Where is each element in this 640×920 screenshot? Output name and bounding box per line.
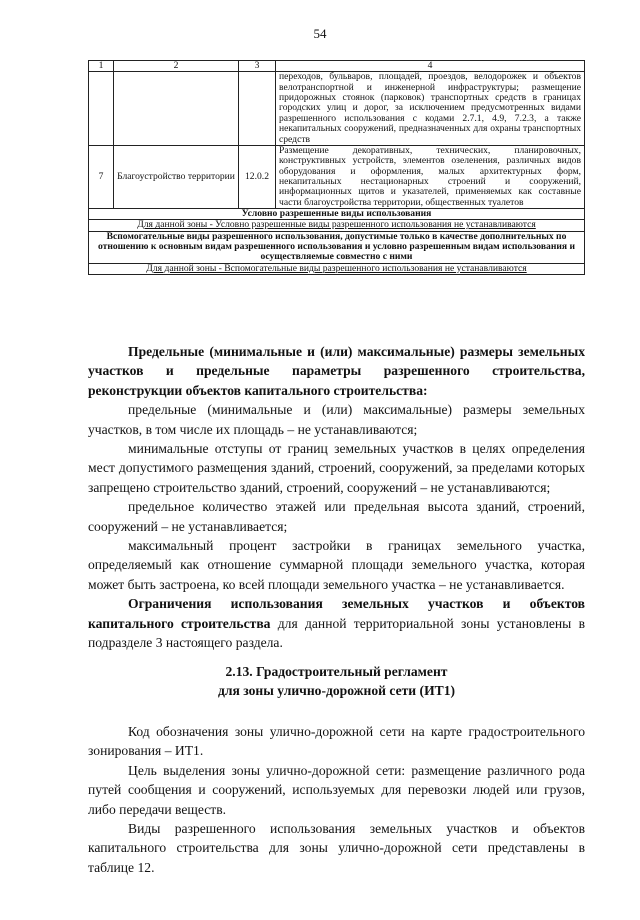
continued-row-description: переходов, бульваров, площадей, проездов, велодорожек и объектов велотранспортной и инженерной инфраструктуры; размещение придорожных стоянок (парковок) транспортных средств в границах городских улиц и дорог, за исключением предусмотренных видами разрешенного использования с кодами 2.7.1, 4.9, 7.2.3, а также некапитальных сооружений, предназначенных для охраны транспортных средств (276, 72, 585, 146)
auxiliary-uses-header: Вспомогательные виды разрешенного использования, допустимые только в качестве дополнительных по отношению к основным видам разрешенного использования и условно разрешенным видам использования и осуществляемые совместно с ними (89, 231, 585, 263)
section-heading-line-1: 2.13. Градостроительный регламент (225, 664, 448, 679)
row-7-number: 7 (89, 145, 114, 208)
restrictions-paragraph (88, 594, 585, 652)
limits-block (88, 342, 585, 653)
row-7-description: Размещение декоративных, технических, планировочных, конструктивных устройств, элементов озеленения, различных видов оборудования и оформления, малых архитектурных форм, некапитальных нестационарных строений и сооружений, информационных щитов и указателей, применяемых как составные части благоустройства территории, общественных туалетов (276, 145, 585, 208)
header-col-1: 1 (89, 61, 114, 72)
restrictions-rest: для данной территориальной зоны установлены в подразделе 3 настоящего раздела. (88, 615, 585, 651)
conditional-header-row (89, 209, 585, 220)
conditional-uses-note: Для данной зоны - Условно разрешенные виды разрешенного использования не устанавливаются (89, 220, 585, 231)
row-7-code: 12.0.2 (239, 145, 276, 208)
page-number: 54 (313, 26, 327, 41)
conditional-note-row (89, 220, 585, 231)
limits-paragraph-3: предельное количество этажей или предельная высота зданий, строений, сооружений – не устанавливается; (88, 499, 585, 534)
header-col-4: 4 (276, 61, 585, 72)
limits-title: Предельные (минимальные и (или) максимальные) размеры земельных участков и предельные параметры разрешенного строительства, реконструкции объектов капитального строительства: (88, 344, 585, 398)
header-col-2: 2 (114, 61, 239, 72)
table-row-7 (89, 145, 585, 208)
limits-paragraph-4: максимальный процент застройки в границах земельного участка, определяемый как отношение суммарной площади земельного участка, которая может быть застроена, ко всей площади земельного участка – не устанавливается. (88, 538, 585, 592)
section-paragraph-2: Цель выделения зоны улично-дорожной сети: размещение различного рода путей сообщения и сооружений, используемых для перевозки людей или грузов, либо передачи веществ. (88, 762, 585, 817)
section-heading-line-2: для зоны улично-дорожной сети (ИТ1) (217, 683, 456, 699)
auxiliary-note-row (89, 263, 585, 274)
section-body (88, 722, 585, 877)
table-header-row (89, 61, 585, 72)
section-paragraph-1: Код обозначения зоны улично-дорожной сети на карте градостроительного зонирования – ИТ1. (88, 724, 585, 759)
limits-paragraph-1: предельные (минимальные и (или) максимальные) размеры земельных участков, в том числе их площадь – не устанавливаются; (88, 402, 585, 437)
limits-paragraph-2: минимальные отступы от границ земельных участков в целях определения мест допустимого размещения зданий, строений, сооружений, за пределами которых запрещено строительство зданий, строений, сооружений – не устанавливаются; (88, 441, 585, 495)
auxiliary-header-row (89, 231, 585, 263)
conditional-uses-header: Условно разрешенные виды использования (89, 209, 585, 220)
row-7-name: Благоустройство территории (114, 145, 239, 208)
header-col-3: 3 (239, 61, 276, 72)
permitted-uses-table (88, 60, 585, 275)
section-paragraph-3: Виды разрешенного использования земельных участков и объектов капитального строительства для зоны улично-дорожной сети представлены в таблице 12. (88, 821, 585, 875)
section-heading (88, 662, 585, 701)
table-row-continued (89, 72, 585, 146)
restrictions-bold: Ограничения использования земельных участков и объектов капитального строительства (88, 596, 585, 631)
auxiliary-uses-note: Для данной зоны - Вспомогательные виды разрешенного использования не устанавливаются (89, 263, 585, 274)
